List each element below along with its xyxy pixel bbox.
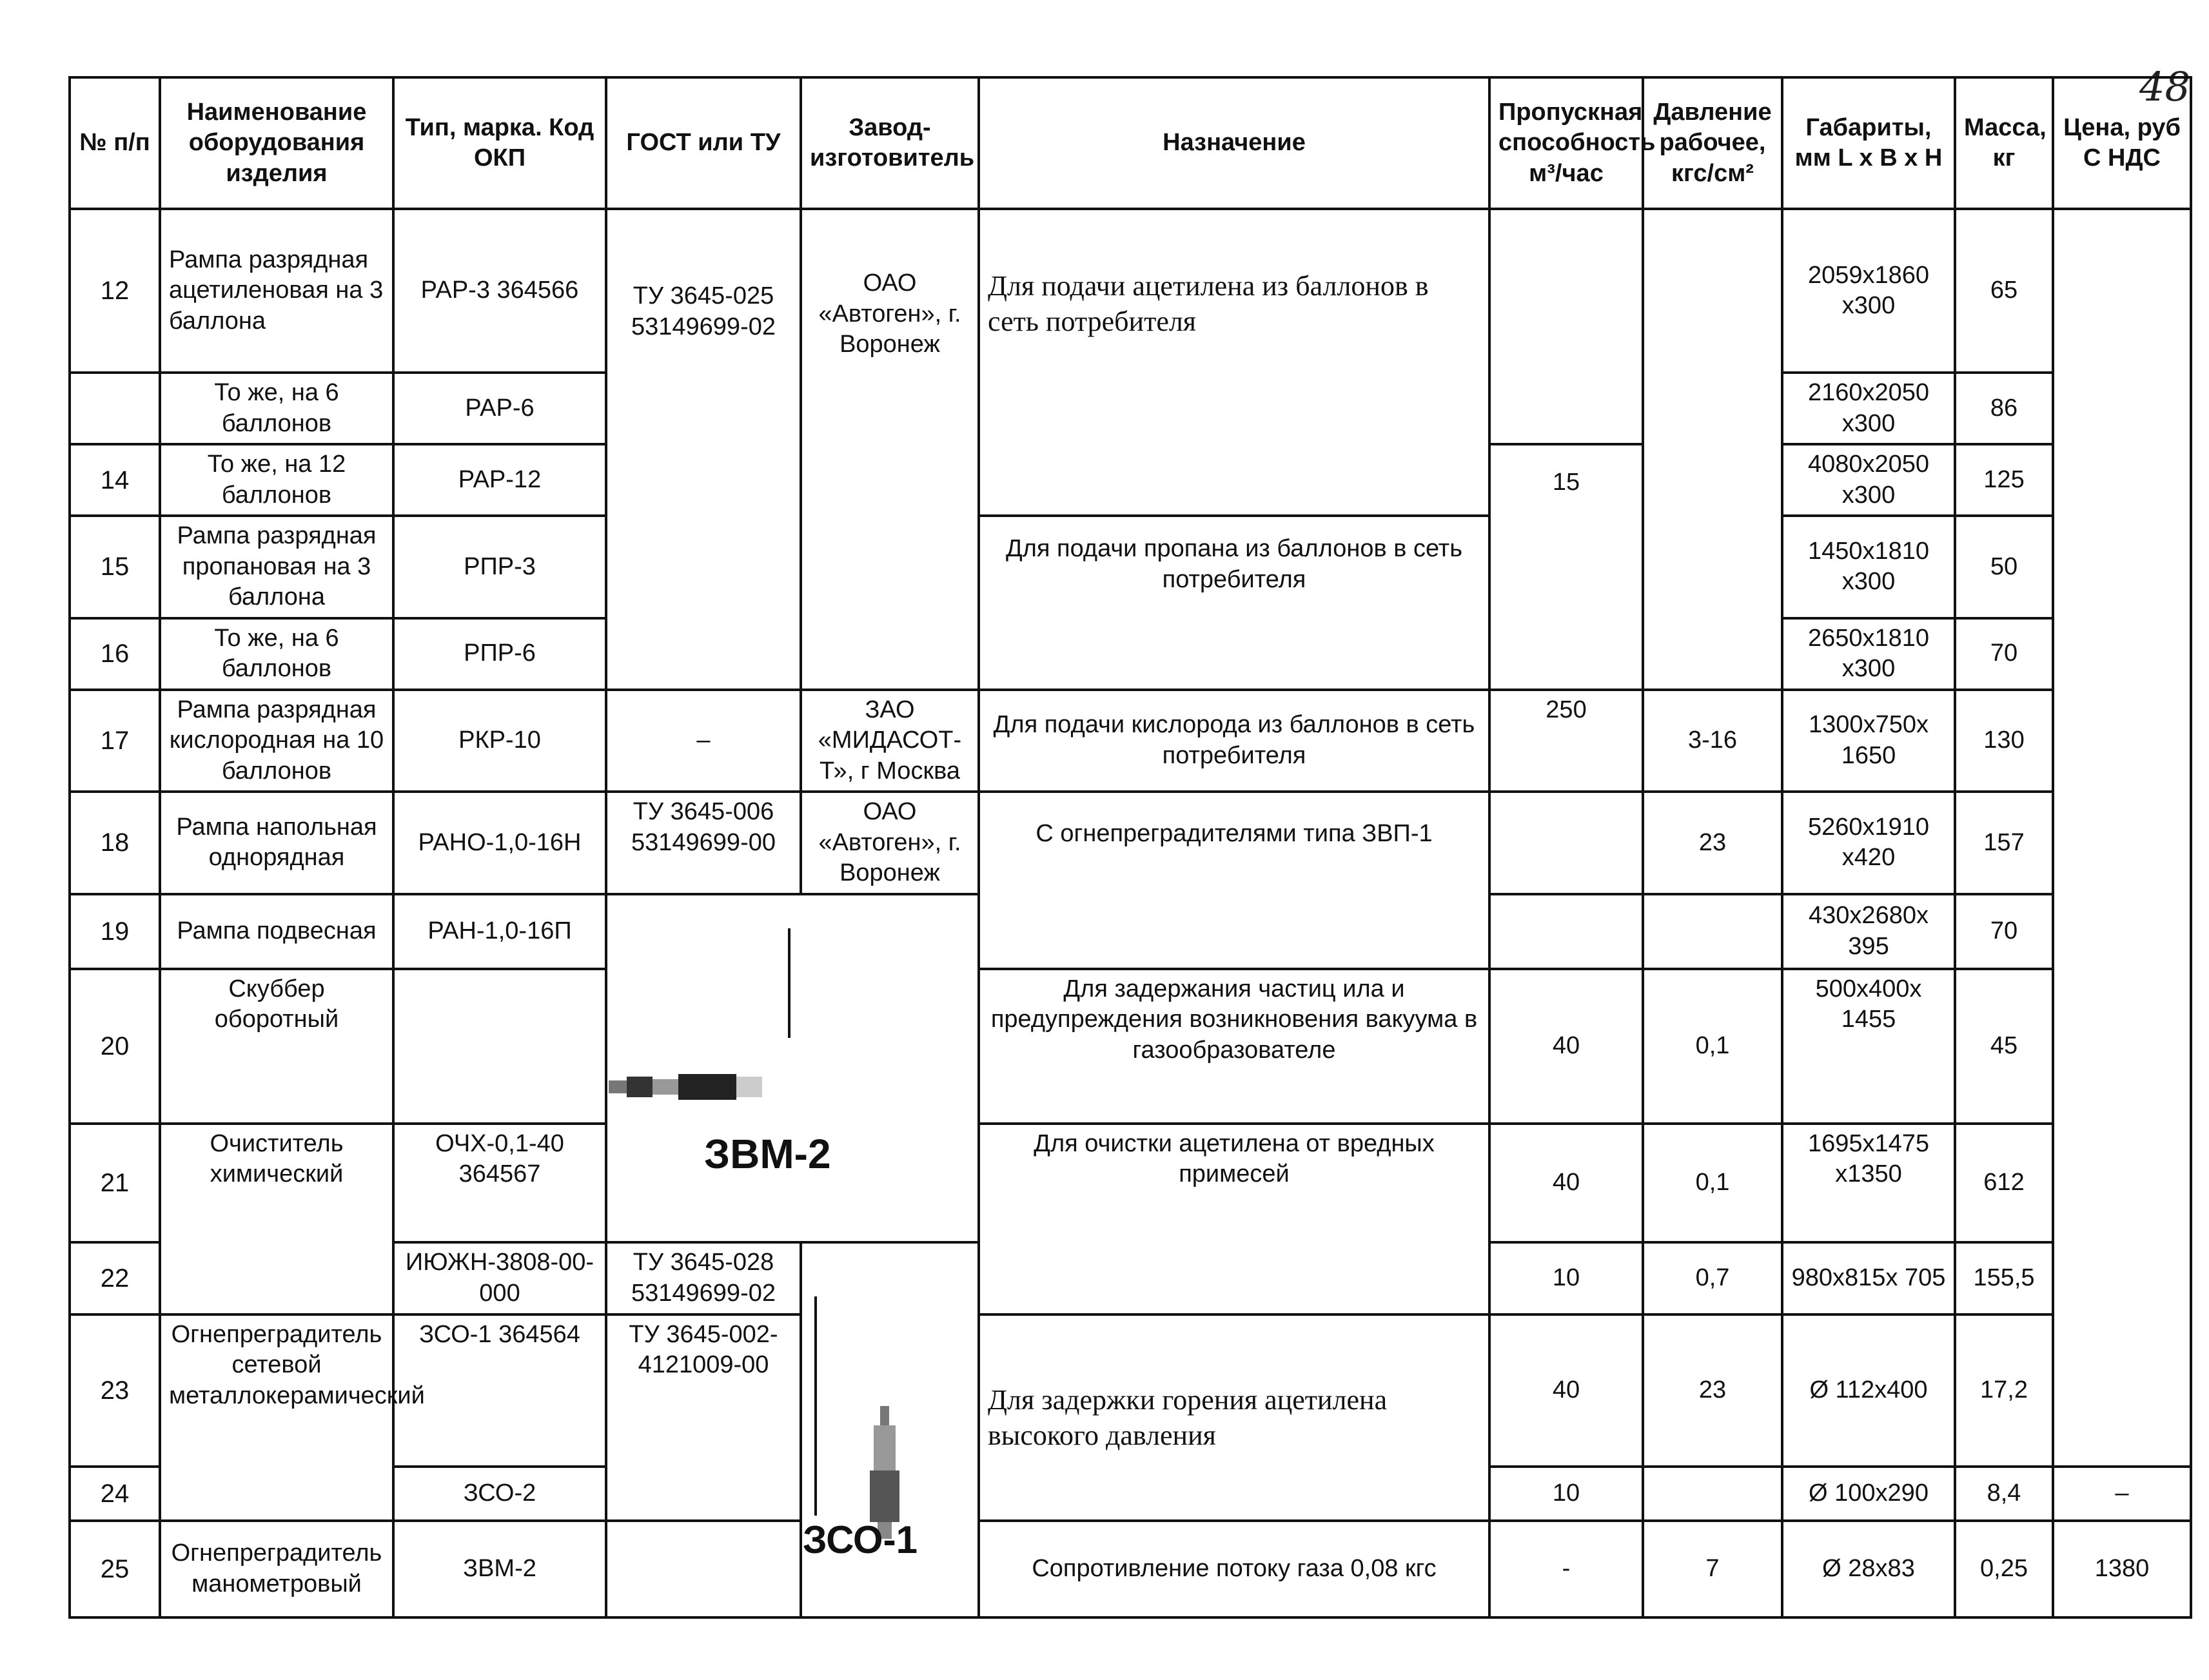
- zvm-label: ЗВМ-2: [704, 1131, 831, 1178]
- cell-mass: 17,2: [1955, 1314, 2053, 1467]
- table-row: [70, 209, 2191, 373]
- cell-capacity: 10: [1489, 1242, 1643, 1314]
- cell-type: ЗСО-1 364564: [393, 1314, 606, 1467]
- cell-gost: ТУ 3645-006 53149699-00: [606, 792, 801, 894]
- cell-dims: 500х400х 1455: [1782, 969, 1955, 1124]
- cell-name: Рампа разрядная кислородная на 10 баллонов: [160, 690, 393, 792]
- header-type: Тип, марка. Код ОКП: [393, 77, 606, 209]
- table-row: [70, 516, 2191, 618]
- header-maker: Завод-изготовитель: [801, 77, 979, 209]
- cell-name: Очиститель химический: [160, 1124, 393, 1314]
- header-capacity: Пропускная способность м³/час: [1489, 77, 1643, 209]
- cell-gost: [606, 1521, 801, 1617]
- table-row: [70, 969, 2191, 1124]
- cell-type: РАР-12: [393, 444, 606, 516]
- header-row: [70, 77, 2191, 209]
- zso-picture-cell: [801, 1242, 979, 1617]
- cell-name: Рампа напольная однорядная: [160, 792, 393, 894]
- cell-type: РАР-6: [393, 373, 606, 444]
- cell-price: –: [2053, 1467, 2191, 1521]
- header-mass: Масса, кг: [1955, 77, 2053, 209]
- cell-mass: 8,4: [1955, 1467, 2053, 1521]
- table-row: [70, 1314, 2191, 1467]
- cell-maker: ОАО «Автоген», г. Воронеж: [801, 792, 979, 894]
- cell-name: Огнепреградитель сетевой металлокерамический: [160, 1314, 393, 1521]
- cell-type: РПР-3: [393, 516, 606, 618]
- cell-purpose: Для очистки ацетилена от вредных примесей: [979, 1124, 1489, 1314]
- cell-pressure: 7: [1643, 1521, 1782, 1617]
- cell-mass: 157: [1955, 792, 2053, 894]
- cell-dims: 1450х1810 х300: [1782, 516, 1955, 618]
- cell-purpose: Для подачи пропана из баллонов в сеть потребителя: [979, 516, 1489, 690]
- cell-capacity: [1489, 209, 1643, 444]
- cell-dims: Ø 100х290: [1782, 1467, 1955, 1521]
- cell-capacity: [1489, 894, 1643, 969]
- cell-type: РПР-6: [393, 618, 606, 690]
- cell-dims: 1300х750х 1650: [1782, 690, 1955, 792]
- cell-gost: ТУ 3645-028 53149699-02: [606, 1242, 801, 1314]
- cell-name: Скуббер оборотный: [160, 969, 393, 1124]
- cell-dims: 1695х1475 х1350: [1782, 1124, 1955, 1242]
- cell-name: Рампа разрядная ацетиленовая на 3 баллона: [160, 209, 393, 373]
- cell-dims: 2059х1860 х300: [1782, 209, 1955, 373]
- cell-mass: 0,25: [1955, 1521, 2053, 1617]
- cell-price: [2053, 209, 2191, 1467]
- cell-dims: 430х2680х 395: [1782, 894, 1955, 969]
- cell-num: 17: [70, 690, 160, 792]
- cell-capacity: 40: [1489, 1314, 1643, 1467]
- cell-num: 24: [70, 1467, 160, 1521]
- cell-dims: 2160х2050 х300: [1782, 373, 1955, 444]
- cell-num: 23: [70, 1314, 160, 1467]
- cell-mass: 65: [1955, 209, 2053, 373]
- cell-capacity: 40: [1489, 969, 1643, 1124]
- cell-num: 20: [70, 969, 160, 1124]
- cell-num: 18: [70, 792, 160, 894]
- cell-purpose: Для подачи кислорода из баллонов в сеть потребителя: [979, 690, 1489, 792]
- cell-type: РАН-1,0-16П: [393, 894, 606, 969]
- cell-num: 12: [70, 209, 160, 373]
- cell-type: ИЮЖН-3808-00-000: [393, 1242, 606, 1314]
- cell-price: 1380: [2053, 1521, 2191, 1617]
- page-number: 48: [2139, 63, 2190, 110]
- zvm-2-image: [607, 928, 980, 1199]
- table-row: [70, 1124, 2191, 1242]
- cell-pressure: 3-16: [1643, 690, 1782, 792]
- cell-mass: 70: [1955, 618, 2053, 690]
- cell-type: [393, 969, 606, 1124]
- table-row: [70, 792, 2191, 894]
- cell-purpose: Для задержания частиц ила и предупреждения возникновения вакуума в газообразователе: [979, 969, 1489, 1124]
- cell-name: Рампа подвесная: [160, 894, 393, 969]
- cell-purpose: Для задержки горения ацетилена высокого давления: [979, 1314, 1489, 1521]
- cell-purpose: Для подачи ацетилена из баллонов в сеть потребителя: [979, 209, 1489, 516]
- cell-name: Огнепреградитель манометровый: [160, 1521, 393, 1617]
- zso-label: ЗСО-1: [803, 1518, 918, 1562]
- cell-type: РКР-10: [393, 690, 606, 792]
- cell-num: 25: [70, 1521, 160, 1617]
- equipment-table: [68, 76, 2192, 1619]
- cell-purpose: С огнепреградителями типа ЗВП-1: [979, 792, 1489, 969]
- cell-mass: 155,5: [1955, 1242, 2053, 1314]
- cell-mass: 70: [1955, 894, 2053, 969]
- cell-maker: ЗАО «МИДАСОТ-Т», г Москва: [801, 690, 979, 792]
- cell-num: 15: [70, 516, 160, 618]
- cell-dims: 2650х1810 х300: [1782, 618, 1955, 690]
- cell-capacity: 250: [1489, 690, 1643, 792]
- zso-1-image: [803, 1296, 977, 1562]
- cell-capacity: 15: [1489, 444, 1643, 690]
- cell-gost: –: [606, 690, 801, 792]
- cell-pressure: [1643, 894, 1782, 969]
- cell-type: РАНО-1,0-16Н: [393, 792, 606, 894]
- cell-purpose: Сопротивление потоку газа 0,08 кгс: [979, 1521, 1489, 1617]
- header-gost: ГОСТ или ТУ: [606, 77, 801, 209]
- cell-pressure: 23: [1643, 792, 1782, 894]
- header-price: Цена, руб С НДС: [2053, 77, 2191, 209]
- cell-mass: 130: [1955, 690, 2053, 792]
- cell-type: ЗВМ-2: [393, 1521, 606, 1617]
- cell-dims: 5260х1910 х420: [1782, 792, 1955, 894]
- cell-num: 16: [70, 618, 160, 690]
- cell-type: ЗСО-2: [393, 1467, 606, 1521]
- cell-mass: 125: [1955, 444, 2053, 516]
- cell-mass: 86: [1955, 373, 2053, 444]
- cell-pressure: [1643, 209, 1782, 690]
- cell-capacity: -: [1489, 1521, 1643, 1617]
- cell-dims: Ø 28х83: [1782, 1521, 1955, 1617]
- cell-num: [70, 373, 160, 444]
- cell-name: То же, на 6 баллонов: [160, 373, 393, 444]
- cell-mass: 50: [1955, 516, 2053, 618]
- cell-dims: Ø 112х400: [1782, 1314, 1955, 1467]
- cell-gost: ТУ 3645-025 53149699-02: [606, 209, 801, 690]
- cell-name: То же, на 12 баллонов: [160, 444, 393, 516]
- cell-mass: 45: [1955, 969, 2053, 1124]
- header-name: Наименование оборудования изделия: [160, 77, 393, 209]
- cell-capacity: 40: [1489, 1124, 1643, 1242]
- cell-dims: 4080х2050 х300: [1782, 444, 1955, 516]
- cell-dims: 980х815х 705: [1782, 1242, 1955, 1314]
- cell-mass: 612: [1955, 1124, 2053, 1242]
- table-row: [70, 690, 2191, 792]
- cell-pressure: 0,1: [1643, 1124, 1782, 1242]
- header-purpose: Назначение: [979, 77, 1489, 209]
- table-row: [70, 1521, 2191, 1617]
- cell-pressure: 23: [1643, 1314, 1782, 1467]
- cell-pressure: [1643, 1467, 1782, 1521]
- cell-pressure: 0,1: [1643, 969, 1782, 1124]
- cell-name: То же, на 6 баллонов: [160, 618, 393, 690]
- cell-maker: ОАО «Автоген», г. Воронеж: [801, 209, 979, 690]
- cell-num: 21: [70, 1124, 160, 1242]
- cell-gost: ТУ 3645-002-4121009-00: [606, 1314, 801, 1521]
- header-num: № п/п: [70, 77, 160, 209]
- cell-type: РАР-3 364566: [393, 209, 606, 373]
- cell-num: 19: [70, 894, 160, 969]
- cell-capacity: 10: [1489, 1467, 1643, 1521]
- cell-type: ОЧХ-0,1-40 364567: [393, 1124, 606, 1242]
- cell-num: 14: [70, 444, 160, 516]
- cell-num: 22: [70, 1242, 160, 1314]
- cell-name: Рампа разрядная пропановая на 3 баллона: [160, 516, 393, 618]
- zvm-picture-cell: [606, 894, 979, 1242]
- cell-pressure: 0,7: [1643, 1242, 1782, 1314]
- header-dims: Габариты, мм L x B x H: [1782, 77, 1955, 209]
- cell-capacity: [1489, 792, 1643, 894]
- header-pressure: Давление рабочее, кгс/см²: [1643, 77, 1782, 209]
